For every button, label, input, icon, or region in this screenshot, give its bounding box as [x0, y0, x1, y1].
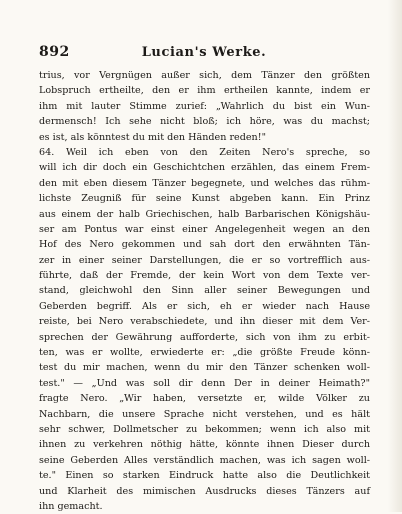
page-number: 892 [39, 44, 70, 60]
text-line: sehr schwer, Dollmetscher zu bekommen; wenn ich also mit [39, 423, 370, 435]
text-line: aus einem der halb Griechischen, halb Barbarischen Königshäu- [39, 208, 370, 220]
text-line: Nachbarn, die unsere Sprache nicht verstehen, und es hält [39, 408, 370, 420]
text-line: Lobspruch ertheilte, den er ihm ertheilen kannte, indem er [39, 85, 370, 97]
text-line: ihn gemacht. [39, 500, 103, 512]
text-line: ihm mit lauter Stimme zurief: „Wahrlich du bist ein Wun- [39, 100, 370, 112]
text-line: test." — „Und was soll dir denn Der in deiner Heimath?" [39, 377, 370, 389]
text-line: fragte Nero. „Wir haben, versetzte er, wilde Völker zu [39, 393, 370, 405]
text-line: lichste Zeugniß für seine Kunst abgeben kann. Ein Prinz [39, 193, 370, 205]
text-line: trius, vor Vergnügen außer sich, dem Tänzer den größten [39, 70, 370, 81]
page-edge-shadow [388, 0, 402, 512]
text-line: Geberden begriff. Als er sich, eh er wieder nach Hause [39, 300, 370, 312]
text-line: führte, daß der Fremde, der kein Wort von dem Texte ver- [39, 270, 370, 282]
text-line: will ich dir doch ein Geschichtchen erzählen, das einem Frem- [39, 162, 370, 174]
running-title: Lucian's Werke. [141, 45, 267, 60]
text-line: test du mir machen, wenn du mir den Tänzer schenken woll- [39, 362, 370, 374]
text-line: Hof des Nero gekommen und sah dort den erwähnten Tän- [39, 239, 370, 251]
text-line: zer in einer seiner Darstellungen, die er so vortrefflich aus- [39, 254, 370, 266]
text-line: ser am Pontus war einst einer Angelegenheit wegen an den [39, 223, 370, 235]
text-line: reiste, bei Nero verabschiedete, und ihn dieser mit dem Ver- [39, 316, 370, 328]
text-line: te." Einen so starken Eindruck hatte also die Deutlichkeit [39, 470, 370, 482]
text-line: 64. Weil ich eben von den Zeiten Nero's spreche, so [39, 146, 370, 158]
text-line: den mit eben diesem Tänzer begegnete, und welches das rühm- [39, 177, 370, 189]
text-line: dermensch! Ich sehe nicht bloß; ich höre, was du machst; [39, 116, 370, 128]
text-line: stand, gleichwohl den Sinn aller seiner Bewegungen und [39, 285, 370, 297]
text-line: und Klarheit des mimischen Ausdrucks dieses Tänzers auf [39, 485, 370, 497]
text-line: ihnen zu verkehren nöthig hätte, könnte ihnen Dieser durch [39, 439, 370, 451]
text-line: seine Geberden Alles verständlich machen, was ich sagen woll- [39, 454, 370, 466]
page-header [39, 44, 369, 62]
text-line: ten, was er wollte, erwiederte er: „die größte Freude könn- [39, 347, 370, 359]
text-line: es ist, als könntest du mit den Händen reden!" [39, 131, 266, 143]
text-line: sprechen der Gewährung aufforderte, sich von ihm zu erbit- [39, 331, 370, 343]
body-text [39, 68, 370, 514]
